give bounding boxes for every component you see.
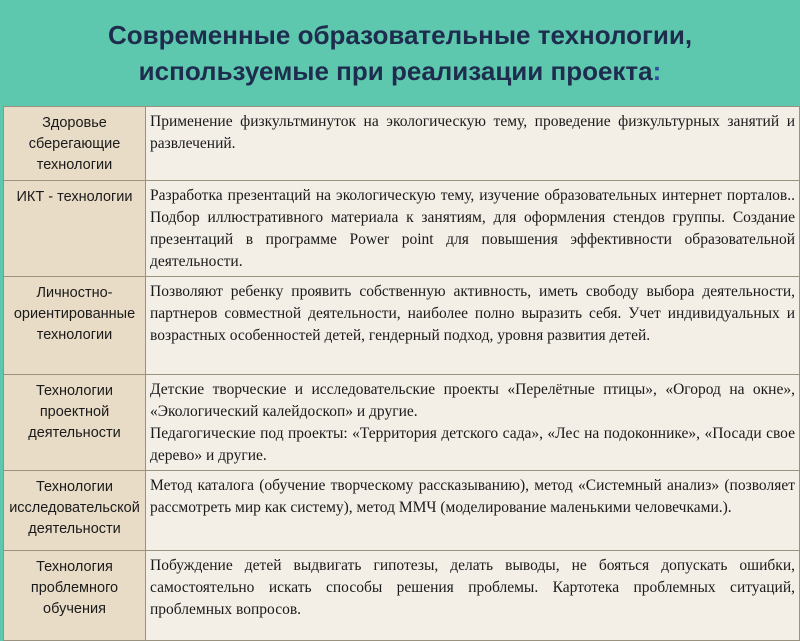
technology-name: Личностно-ориентированные технологии [4, 277, 146, 375]
technology-description-extra: Педагогические под проекты: «Территория детского сада», «Лес на подоконнике», «Посади свое дерево» и другие. [150, 425, 795, 464]
technology-description: Позволяют ребенку проявить собственную активность, иметь свободу выбора деятельности, партнеров совместной деятельности, наиболее полно выразить себя. Учет индивидуальных и возрастных особенностей детей, гендерный подход, уровня развития детей. [146, 277, 800, 375]
technology-description: Применение физкультминуток на экологическую тему, проведение физкультурных занятий и развлечений. [146, 107, 800, 181]
table-row [4, 277, 800, 375]
table-row [4, 181, 800, 277]
table-row [4, 471, 800, 551]
technology-description-cell [146, 375, 800, 471]
technology-name: ИКТ - технологии [4, 181, 146, 277]
technologies-table-container [3, 106, 800, 618]
technology-description: Детские творческие и исследовательские проекты «Перелётные птицы», «Огород на окне», «Экологический калейдоскоп» и другие. [150, 381, 795, 420]
title-colon: : [652, 56, 662, 86]
title-line-2: используемые при реализации проекта [138, 56, 653, 86]
table-row [4, 107, 800, 181]
title-line-1: Современные образовательные технологии, [107, 20, 693, 50]
table-row [4, 551, 800, 641]
technology-name: Технологии исследовательской деятельности [4, 471, 146, 551]
page-title [108, 13, 692, 89]
table-row [4, 375, 800, 471]
slide-title [0, 0, 800, 102]
technology-description: Метод каталога (обучение творческому рассказыванию), метод «Системный анализ» (позволяет рассмотреть мир как систему), метод ММЧ (моделирование маленькими человечками.). [146, 471, 800, 551]
technology-name: Технология проблемного обучения [4, 551, 146, 641]
technology-name: Здоровье сберегающие технологии [4, 107, 146, 181]
technology-description: Побуждение детей выдвигать гипотезы, делать выводы, не бояться допускать ошибки, самостоятельно искать способы решения проблемы. Картотека проблемных ситуаций, проблемных вопросов. [146, 551, 800, 641]
technologies-table [3, 106, 800, 641]
technology-name: Технологии проектной деятельности [4, 375, 146, 471]
technology-description: Разработка презентаций на экологическую тему, изучение образовательных интернет порталов.. Подбор иллюстративного материала к занятиям, для оформления стендов группы. Создание презентаций в программе Power point для повышения эффективности образовательной деятельности. [146, 181, 800, 277]
